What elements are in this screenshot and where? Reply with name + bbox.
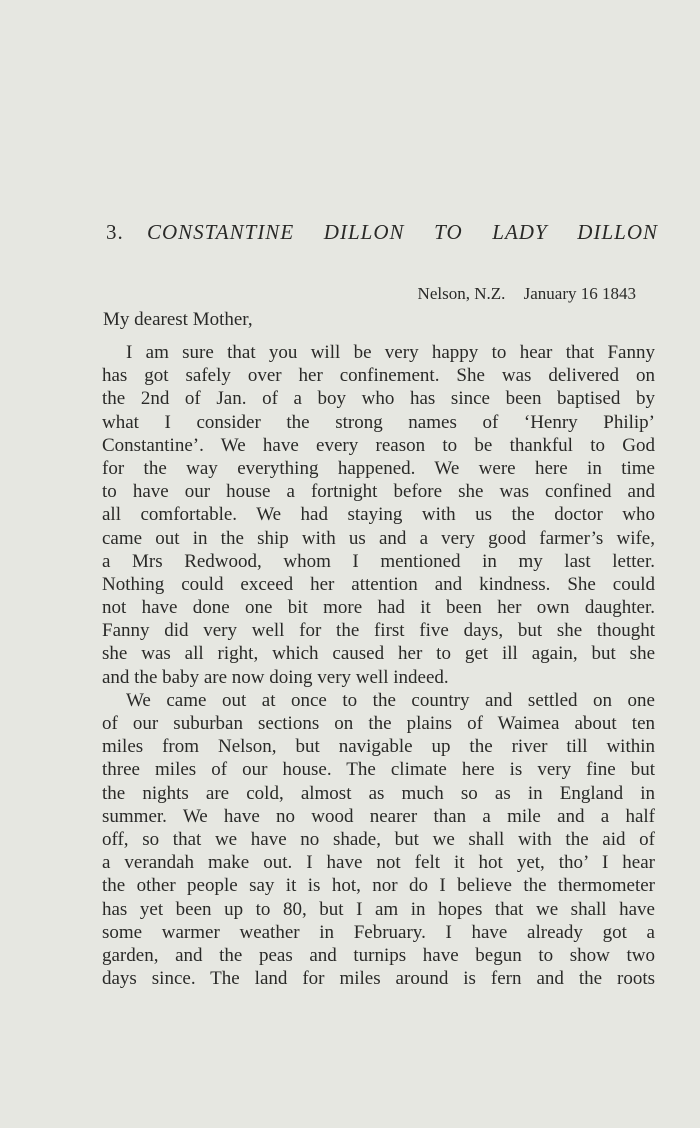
text-line: I am sure that you will be very happy to hear that Fanny <box>126 342 655 363</box>
text-line: Constantine’. We have every reason to be thankful to God <box>102 434 655 456</box>
text-line: all comfortable. We had staying with us the doctor who <box>102 504 655 526</box>
text-line: Fanny did very well for the first five days, but she thought <box>102 620 655 642</box>
text-line: she was all right, which caused her to get ill again, but she <box>102 643 655 665</box>
text-line: a Mrs Redwood, whom I mentioned in my last letter. <box>102 550 655 572</box>
text-line: three miles of our house. The climate here is very fine but <box>102 759 655 781</box>
text-line: miles from Nelson, but navigable up the river till within <box>102 736 655 758</box>
text-line: Nothing could exceed her attention and kindness. She could <box>102 573 655 595</box>
text-line: some warmer weather in February. I have already got a <box>102 921 655 943</box>
text-line: garden, and the peas and turnips have begun to show two <box>102 944 655 966</box>
letter-number: 3. <box>106 220 124 244</box>
text-line: came out in the ship with us and a very good farmer’s wife, <box>102 527 655 549</box>
dateline <box>418 284 636 304</box>
text-line: the 2nd of Jan. of a boy who has since been baptised by <box>102 388 655 410</box>
text-line: has got safely over her confinement. She was delivered on <box>102 365 655 387</box>
salutation: My dearest Mother, <box>103 309 253 330</box>
text-line: has yet been up to 80, but I am in hopes that we shall have <box>102 898 655 920</box>
text-line: a verandah make out. I have not felt it hot yet, tho’ I hear <box>102 852 655 874</box>
text-line: the other people say it is hot, nor do I believe the thermometer <box>102 875 655 897</box>
letter-title: CONSTANTINE DILLON TO LADY DILLON <box>147 220 658 244</box>
text-line: off, so that we have no shade, but we shall with the aid of <box>102 828 655 850</box>
letter-body <box>102 341 655 990</box>
text-line: We came out at once to the country and settled on one <box>126 689 655 711</box>
text-line: days since. The land for miles around is fern and the roots <box>102 968 655 990</box>
dateline-date: January 16 1843 <box>523 284 636 303</box>
text-line: not have done one bit more had it been her own daughter. <box>102 597 655 619</box>
dateline-place: Nelson, N.Z. <box>417 284 506 303</box>
text-line: to have our house a fortnight before she was confined and <box>102 481 655 503</box>
text-line: the nights are cold, almost as much so as in England in <box>102 782 655 804</box>
text-line: summer. We have no wood nearer than a mile and a half <box>102 805 655 827</box>
text-line: and the baby are now doing very well indeed. <box>102 666 449 688</box>
letter-heading <box>106 220 658 248</box>
text-line: of our suburban sections on the plains of Waimea about ten <box>102 713 655 734</box>
text-line: for the way everything happened. We were here in time <box>102 457 655 479</box>
text-line: what I consider the strong names of ‘Henry Philip’ <box>102 411 655 433</box>
